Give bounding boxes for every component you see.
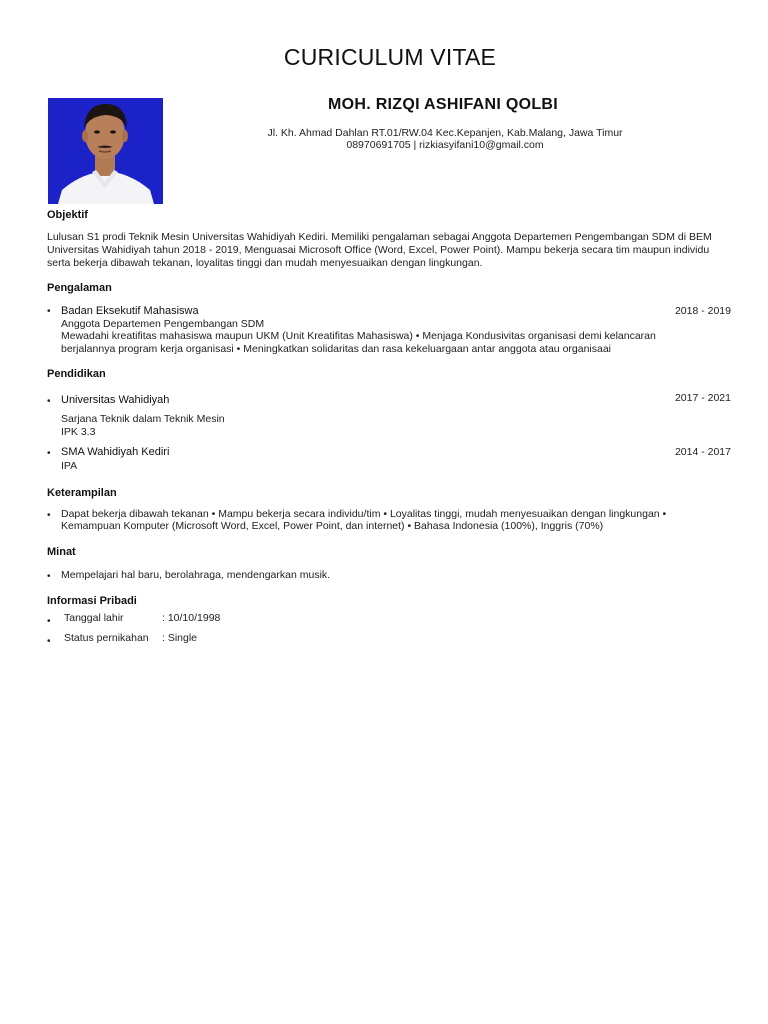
education-years-highschool: 2014 - 2017 bbox=[674, 446, 731, 458]
skills-line2: Kemampuan Komputer (Microsoft Word, Excel, Power Point, dan internet) • Bahasa Indonesia (100%), Inggris (70%) bbox=[61, 520, 604, 532]
education-degree: Sarjana Teknik dalam Teknik Mesin bbox=[61, 413, 225, 425]
experience-title: Badan Eksekutif Mahasiswa bbox=[61, 305, 199, 317]
experience-bullet: • bbox=[47, 306, 51, 317]
education-bullet: • bbox=[47, 396, 51, 407]
education-title-highschool: SMA Wahidiyah Kediri bbox=[61, 446, 170, 458]
experience-years: 2018 - 2019 bbox=[674, 305, 731, 317]
objective-text: Lulusan S1 prodi Teknik Mesin Universitas Wahidiyah Kediri. Memiliki pengalaman sebagai Anggota Departemen Pengembangan SDM di BEM Universitas Wahidiyah tahun 2018 - 2019, Menguasai Microsoft Office (Word, Excel, Power Point). Mampu bekerja secara tim maupun individu serta bekerja dibawah tekanan, loyalitas tinggi dan mudah menyesuaikan dengan lingkungan. bbox=[47, 231, 712, 269]
interests-text: Mempelajari hal baru, berolahraga, mendengarkan musik. bbox=[61, 569, 331, 581]
personal-info-bullet: • bbox=[47, 616, 51, 627]
skills-heading: Keterampilan bbox=[47, 487, 117, 499]
education-title-university: Universitas Wahidiyah bbox=[61, 394, 170, 406]
education-heading: Pendidikan bbox=[47, 368, 106, 380]
profile-photo bbox=[48, 98, 163, 204]
birthdate-value: : 10/10/1998 bbox=[162, 612, 221, 624]
experience-desc-line2: berjalannya program kerja organisasi • Meningkatkan solidaritas dan rasa kekeluargaan antar anggota atau organisaai bbox=[61, 343, 612, 355]
education-bullet: • bbox=[47, 448, 51, 459]
interests-bullet: • bbox=[47, 571, 51, 582]
experience-heading: Pengalaman bbox=[47, 282, 112, 294]
experience-desc-line1: Mewadahi kreatifitas mahasiswa maupun UKM (Unit Kreatifitas Mahasiswa) • Menjaga Kondusivitas organisasi demi kelancaran bbox=[61, 330, 656, 342]
birthdate-label: Tanggal lahir bbox=[64, 612, 124, 624]
skills-line1: Dapat bekerja dibawah tekanan • Mampu bekerja secara individu/tim • Loyalitas tinggi, mudah menyesuaikan dengan lingkungan • bbox=[61, 508, 667, 520]
person-portrait-icon bbox=[48, 98, 163, 204]
education-gpa: IPK 3.3 bbox=[61, 426, 96, 438]
address: Jl. Kh. Ahmad Dahlan RT.01/RW.04 Kec.Kepanjen, Kab.Malang, Jawa Timur bbox=[267, 127, 623, 139]
marital-status-label: Status pernikahan bbox=[64, 632, 149, 644]
experience-role: Anggota Departemen Pengembangan SDM bbox=[61, 318, 265, 330]
phone-email: 08970691705 | rizkiasyifani10@gmail.com bbox=[346, 139, 544, 151]
document-title: CURICULUM VITAE bbox=[283, 44, 497, 70]
objective-heading: Objektif bbox=[47, 209, 88, 221]
marital-status-value: : Single bbox=[162, 632, 198, 644]
education-years-university: 2017 - 2021 bbox=[674, 392, 731, 404]
interests-heading: Minat bbox=[47, 546, 76, 558]
skills-bullet: • bbox=[47, 510, 51, 521]
education-major: IPA bbox=[61, 460, 78, 472]
personal-info-heading: Informasi Pribadi bbox=[47, 595, 137, 607]
personal-info-bullet: • bbox=[47, 636, 51, 647]
full-name: MOH. RIZQI ASHIFANI QOLBI bbox=[327, 96, 558, 113]
